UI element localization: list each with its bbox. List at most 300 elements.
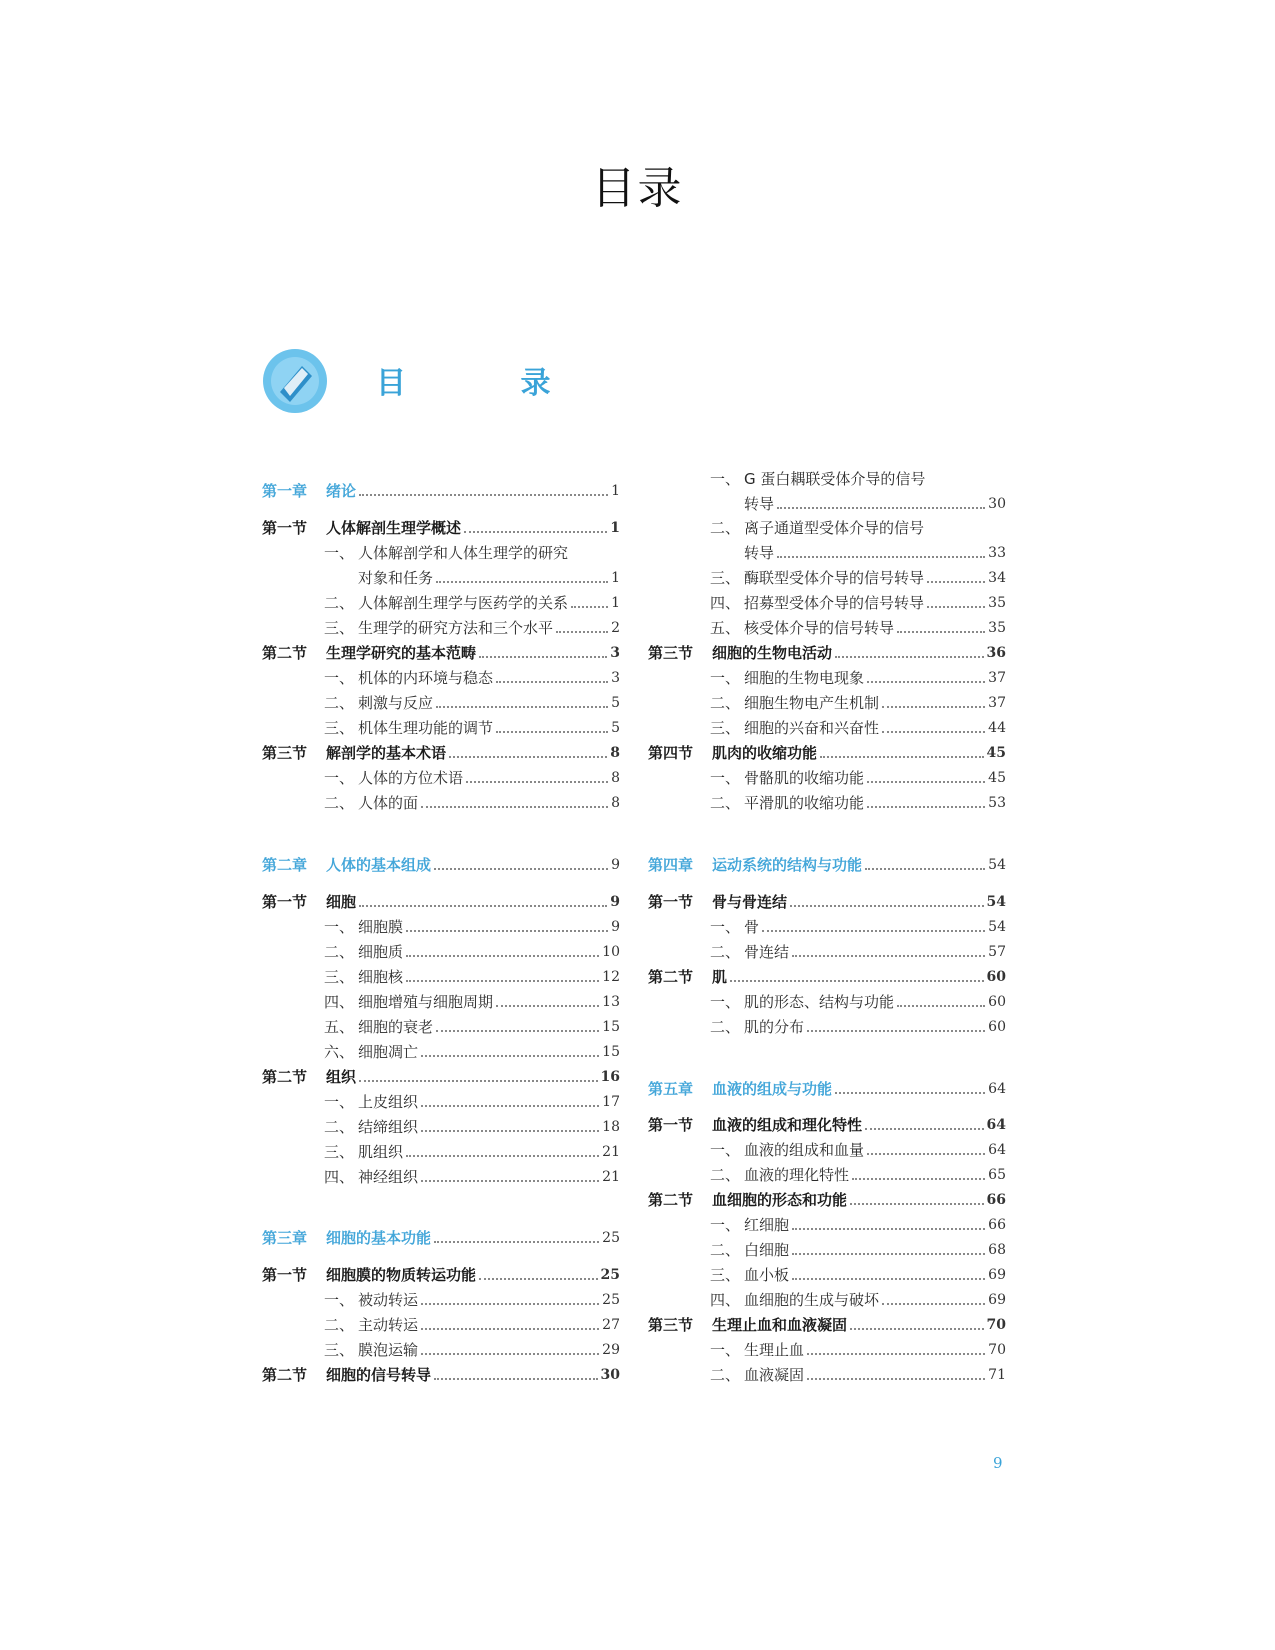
toc-entry-page: 36 [986, 645, 1006, 661]
toc-entry-label: 生理学研究的基本范畴 [326, 644, 477, 662]
toc-entry-number: 一、 [324, 769, 355, 787]
dot-leader [820, 756, 984, 758]
toc-entry-page: 44 [988, 720, 1006, 736]
toc-entry-number: 二、 [710, 1018, 741, 1036]
toc-entry-label: 细胞质 [358, 943, 404, 961]
toc-item-row[interactable] [648, 985, 1006, 1011]
toc-entry-number: 第四章 [648, 856, 694, 874]
toc-entry-number: 第三章 [262, 1229, 308, 1247]
toc-chapter-row[interactable] [262, 474, 620, 500]
toc-entry-page: 54 [988, 919, 1006, 935]
toc-entry-number: 三、 [710, 1266, 741, 1284]
toc-item-row[interactable] [648, 761, 1006, 787]
toc-chapter-row[interactable] [648, 1072, 1006, 1098]
toc-entry-label: 解剖学的基本术语 [326, 744, 447, 762]
toc-entry-label: 被动转运 [358, 1291, 419, 1309]
toc-section-row[interactable] [262, 1358, 620, 1384]
toc-item-row[interactable] [648, 1333, 1006, 1359]
toc-entry-page: 10 [602, 944, 620, 960]
toc-entry-label: 细胞 [326, 893, 357, 911]
toc-entry-page: 71 [988, 1367, 1006, 1383]
toc-entry-number: 一、 [324, 544, 355, 562]
toc-section-row[interactable] [262, 736, 620, 762]
toc-entry-label: 转导 [744, 544, 775, 562]
toc-item-row[interactable] [262, 586, 620, 612]
toc-entry-number: 一、 [710, 1341, 741, 1359]
toc-entry-label: 细胞的生物电现象 [744, 669, 865, 687]
toc-entry-page: 64 [986, 1117, 1006, 1133]
dot-leader [865, 1128, 984, 1130]
toc-item-row[interactable] [262, 1283, 620, 1309]
toc-item-row[interactable] [648, 935, 1006, 961]
toc-entry-page: 35 [988, 595, 1006, 611]
dot-leader [466, 781, 608, 783]
dot-leader [850, 1328, 984, 1330]
toc-entry-label: 血液的组成与功能 [712, 1080, 833, 1098]
toc-entry-page: 70 [988, 1342, 1006, 1358]
dot-leader [421, 1328, 599, 1330]
toc-entry-page: 66 [986, 1192, 1006, 1208]
toc-entry-number: 二、 [324, 594, 355, 612]
toc-entry-page: 25 [602, 1292, 620, 1308]
toc-entry-number: 二、 [324, 694, 355, 712]
dot-leader [421, 1130, 599, 1132]
toc-item-row[interactable] [262, 985, 620, 1011]
toc-entry-label: 人体解剖生理学概述 [326, 519, 462, 537]
toc-entry-label: 核受体介导的信号转导 [744, 619, 895, 637]
toc-entry-page: 25 [600, 1267, 620, 1283]
toc-heading: 目 录 [376, 366, 603, 401]
toc-entry-label: 神经组织 [358, 1168, 419, 1186]
toc-entry-label: 骨骼肌的收缩功能 [744, 769, 865, 787]
dot-leader [421, 806, 608, 808]
page-title: 目录 [591, 163, 684, 214]
dot-leader [556, 631, 608, 633]
toc-entry-number: 第一节 [262, 893, 308, 911]
toc-entry-page: 15 [602, 1019, 620, 1035]
toc-entry-number: 一、 [710, 993, 741, 1011]
dot-leader [359, 494, 608, 496]
toc-entry-label: 细胞凋亡 [358, 1043, 419, 1061]
toc-entry-number: 第一章 [262, 482, 308, 500]
toc-entry-label: 上皮组织 [358, 1093, 419, 1111]
toc-entry-page: 1 [610, 520, 620, 536]
toc-entry-label: 转导 [744, 495, 775, 513]
toc-entry-page: 64 [988, 1081, 1006, 1097]
toc-entry-number: 四、 [324, 993, 355, 1011]
toc-item-row[interactable] [648, 611, 1006, 637]
toc-entry-label: 招募型受体介导的信号转导 [744, 594, 925, 612]
toc-entry-number: 一、 [710, 1141, 741, 1159]
toc-entry-page: 35 [988, 620, 1006, 636]
toc-section-row[interactable] [648, 885, 1006, 911]
toc-entry-label: 人体的基本组成 [326, 856, 432, 874]
toc-entry-page: 37 [988, 695, 1006, 711]
toc-entry-number: 第一节 [262, 1266, 308, 1284]
toc-entry-number: 第三节 [262, 744, 308, 762]
toc-entry-label: 细胞膜 [358, 918, 404, 936]
toc-entry-number: 第四节 [648, 744, 694, 762]
toc-entry-page: 1 [611, 483, 620, 499]
toc-entry-number: 二、 [710, 943, 741, 961]
toc-item-row[interactable] [262, 561, 620, 587]
toc-entry-label: 骨与骨连结 [712, 893, 788, 911]
toc-entry-label: 肌组织 [358, 1143, 404, 1161]
toc-item-row[interactable] [262, 1035, 620, 1061]
toc-entry-label: 细胞的基本功能 [326, 1229, 432, 1247]
dot-leader [927, 581, 985, 583]
toc-entry-label: 骨连结 [744, 943, 790, 961]
toc-entry-label: 结缔组织 [358, 1118, 419, 1136]
toc-entry-page: 34 [988, 570, 1006, 586]
toc-section-row[interactable] [648, 736, 1006, 762]
toc-item-row[interactable] [648, 511, 1006, 537]
toc-entry-page: 5 [611, 695, 620, 711]
toc-item-row[interactable] [262, 910, 620, 936]
toc-entry-label: 细胞生物电产生机制 [744, 694, 880, 712]
toc-item-row[interactable] [262, 661, 620, 687]
toc-entry-number: 一、 [324, 1093, 355, 1111]
dot-leader [421, 1303, 599, 1305]
dot-leader [807, 1030, 985, 1032]
dot-leader [496, 1005, 599, 1007]
toc-entry-label: 生理止血和血液凝固 [712, 1316, 848, 1334]
dot-leader [867, 1153, 985, 1155]
toc-section-row[interactable] [648, 1308, 1006, 1334]
dot-leader [835, 656, 984, 658]
toc-entry-page: 30 [988, 496, 1006, 512]
toc-entry-page: 21 [602, 1169, 620, 1185]
dot-leader [434, 1378, 598, 1380]
toc-item-row[interactable] [262, 935, 620, 961]
dot-leader [882, 1303, 985, 1305]
dot-leader [496, 731, 608, 733]
toc-entry-number: 第二节 [262, 1068, 308, 1086]
toc-entry-page: 1 [611, 595, 620, 611]
toc-entry-label: 血细胞的生成与破坏 [744, 1291, 880, 1309]
toc-entry-page: 9 [610, 894, 620, 910]
toc-entry-number: 第三节 [648, 644, 694, 662]
toc-section-row[interactable] [648, 960, 1006, 986]
toc-entry-page: 18 [602, 1119, 620, 1135]
toc-entry-page: 3 [611, 670, 620, 686]
dot-leader [777, 507, 985, 509]
toc-section-row[interactable] [262, 511, 620, 537]
toc-entry-page: 69 [988, 1267, 1006, 1283]
toc-entry-label: 细胞增殖与细胞周期 [358, 993, 494, 1011]
toc-chapter-row[interactable] [648, 848, 1006, 874]
toc-entry-label: 组织 [326, 1068, 357, 1086]
toc-entry-label: 对象和任务 [358, 569, 434, 587]
toc-item-row[interactable] [262, 1308, 620, 1334]
toc-section-row[interactable] [262, 885, 620, 911]
toc-item-row[interactable] [648, 1133, 1006, 1159]
toc-entry-label: 人体的方位术语 [358, 769, 464, 787]
toc-entry-page: 65 [988, 1167, 1006, 1183]
toc-entry-page: 60 [986, 969, 1006, 985]
toc-item-row[interactable] [648, 910, 1006, 936]
toc-entry-number: 第一节 [648, 893, 694, 911]
dot-leader [406, 1155, 599, 1157]
dot-leader [449, 756, 607, 758]
toc-item-row[interactable] [648, 1010, 1006, 1036]
toc-entry-page: 45 [988, 770, 1006, 786]
toc-entry-label: 机体的内环境与稳态 [358, 669, 494, 687]
dot-leader [852, 1178, 985, 1180]
toc-item-row[interactable] [262, 1110, 620, 1136]
dot-leader [421, 1180, 599, 1182]
toc-item-row[interactable] [648, 586, 1006, 612]
dot-leader [882, 731, 985, 733]
toc-item-row[interactable] [262, 686, 620, 712]
toc-entry-page: 60 [988, 1019, 1006, 1035]
toc-entry-number: 三、 [324, 1341, 355, 1359]
dot-leader [436, 581, 608, 583]
toc-entry-label: 生理学的研究方法和三个水平 [358, 619, 554, 637]
toc-entry-label: 肌的分布 [744, 1018, 805, 1036]
toc-entry-page: 57 [988, 944, 1006, 960]
toc-item-row[interactable] [648, 1258, 1006, 1284]
dot-leader [359, 905, 607, 907]
toc-entry-page: 53 [988, 795, 1006, 811]
toc-entry-label: 细胞的信号转导 [326, 1366, 432, 1384]
toc-item-row[interactable] [262, 536, 620, 562]
toc-chapter-row[interactable] [262, 848, 620, 874]
toc-entry-number: 二、 [710, 694, 741, 712]
toc-item-row[interactable] [648, 561, 1006, 587]
dot-leader [464, 531, 607, 533]
toc-item-row[interactable] [262, 786, 620, 812]
toc-section-row[interactable] [648, 1108, 1006, 1134]
toc-entry-number: 一、 [324, 918, 355, 936]
toc-entry-label: 血液的组成和理化特性 [712, 1116, 863, 1134]
toc-entry-number: 一、 [710, 769, 741, 787]
toc-entry-number: 二、 [710, 1166, 741, 1184]
toc-item-row[interactable] [648, 711, 1006, 737]
toc-entry-page: 33 [988, 545, 1006, 561]
toc-section-row[interactable] [262, 1060, 620, 1086]
toc-entry-label: 血液的组成和血量 [744, 1141, 865, 1159]
toc-entry-page: 27 [602, 1317, 620, 1333]
dot-leader [897, 631, 985, 633]
toc-entry-number: 三、 [324, 1143, 355, 1161]
toc-entry-page: 54 [988, 857, 1006, 873]
toc-section-row[interactable] [262, 636, 620, 662]
toc-entry-number: 四、 [324, 1168, 355, 1186]
dot-leader [882, 706, 985, 708]
toc-entry-label: 刺激与反应 [358, 694, 434, 712]
dot-leader [807, 1353, 985, 1355]
toc-item-row[interactable] [648, 1208, 1006, 1234]
dot-leader [792, 1278, 985, 1280]
toc-entry-page: 37 [988, 670, 1006, 686]
toc-entry-number: 四、 [710, 1291, 741, 1309]
toc-entry-page: 13 [602, 994, 620, 1010]
toc-entry-page: 29 [602, 1342, 620, 1358]
toc-entry-label: 肌肉的收缩功能 [712, 744, 818, 762]
toc-entry-label: 离子通道型受体介导的信号 [744, 519, 925, 537]
toc-entry-page: 69 [988, 1292, 1006, 1308]
page-number: 9 [993, 1454, 1003, 1472]
toc-section-row[interactable] [648, 1183, 1006, 1209]
toc-entry-number: 三、 [324, 719, 355, 737]
toc-entry-number: 第三节 [648, 1316, 694, 1334]
toc-entry-number: 二、 [710, 519, 741, 537]
dot-leader [406, 955, 599, 957]
toc-item-row[interactable] [648, 1158, 1006, 1184]
toc-entry-number: 第二节 [262, 1366, 308, 1384]
dot-leader [792, 955, 985, 957]
toc-entry-page: 66 [988, 1217, 1006, 1233]
toc-entry-page: 3 [610, 645, 620, 661]
toc-item-row[interactable] [648, 487, 1006, 513]
toc-entry-number: 二、 [710, 794, 741, 812]
toc-entry-page: 21 [602, 1144, 620, 1160]
dot-leader [421, 1055, 599, 1057]
dot-leader [792, 1228, 985, 1230]
toc-entry-number: 第二节 [648, 1191, 694, 1209]
toc-entry-number: 第一节 [262, 519, 308, 537]
toc-entry-label: 血液凝固 [744, 1366, 805, 1384]
toc-item-row[interactable] [648, 786, 1006, 812]
toc-section-row[interactable] [262, 1258, 620, 1284]
dot-leader [359, 1080, 598, 1082]
toc-entry-number: 三、 [324, 968, 355, 986]
toc-entry-label: 人体解剖学和人体生理学的研究 [358, 544, 569, 562]
toc-entry-page: 68 [988, 1242, 1006, 1258]
toc-item-row[interactable] [648, 536, 1006, 562]
toc-entry-page: 70 [986, 1317, 1006, 1333]
toc-entry-label: 主动转运 [358, 1316, 419, 1334]
toc-entry-label: 绪论 [326, 482, 357, 500]
toc-item-row[interactable] [648, 686, 1006, 712]
toc-entry-label: 人体的面 [358, 794, 419, 812]
toc-entry-label: 肌 [712, 968, 728, 986]
toc-entry-page: 17 [602, 1094, 620, 1110]
toc-entry-number: 二、 [324, 1316, 355, 1334]
toc-entry-page: 9 [611, 857, 620, 873]
toc-entry-number: 五、 [324, 1018, 355, 1036]
toc-entry-number: 三、 [324, 619, 355, 637]
toc-entry-label: 骨 [744, 918, 760, 936]
toc-entry-label: 细胞的衰老 [358, 1018, 434, 1036]
toc-entry-page: 2 [611, 620, 620, 636]
toc-entry-number: 二、 [710, 1241, 741, 1259]
toc-entry-page: 25 [602, 1230, 620, 1246]
toc-entry-number: 一、 [710, 669, 741, 687]
toc-entry-number: 一、 [324, 1291, 355, 1309]
toc-item-row[interactable] [648, 1233, 1006, 1259]
dot-leader [571, 606, 608, 608]
toc-entry-number: 一、 [710, 470, 741, 488]
dot-leader [867, 781, 985, 783]
toc-entry-page: 54 [986, 894, 1006, 910]
toc-entry-page: 16 [600, 1069, 620, 1085]
toc-entry-number: 二、 [324, 1118, 355, 1136]
toc-entry-number: 二、 [324, 794, 355, 812]
dot-leader [897, 1005, 985, 1007]
dot-leader [807, 1378, 985, 1380]
toc-entry-number: 第二节 [648, 968, 694, 986]
toc-entry-page: 12 [602, 969, 620, 985]
toc-entry-page: 45 [986, 745, 1006, 761]
toc-item-row[interactable] [648, 462, 1006, 488]
toc-entry-label: G 蛋白耦联受体介导的信号 [744, 470, 926, 488]
toc-entry-label: 细胞核 [358, 968, 404, 986]
toc-entry-page: 64 [988, 1142, 1006, 1158]
toc-entry-label: 细胞的兴奋和兴奋性 [744, 719, 880, 737]
toc-section-row[interactable] [648, 636, 1006, 662]
toc-item-row[interactable] [262, 1085, 620, 1111]
toc-entry-number: 一、 [710, 918, 741, 936]
toc-entry-page: 30 [600, 1367, 620, 1383]
toc-header [262, 348, 603, 418]
toc-entry-page: 8 [611, 770, 620, 786]
toc-entry-label: 膜泡运输 [358, 1341, 419, 1359]
toc-entry-number: 一、 [324, 669, 355, 687]
toc-item-row[interactable] [262, 711, 620, 737]
toc-item-row[interactable] [262, 1135, 620, 1161]
toc-entry-number: 三、 [710, 719, 741, 737]
dot-leader [850, 1203, 984, 1205]
toc-item-row[interactable] [648, 661, 1006, 687]
dot-leader [434, 868, 608, 870]
toc-item-row[interactable] [648, 1283, 1006, 1309]
toc-entry-number: 六、 [324, 1043, 355, 1061]
toc-entry-label: 机体生理功能的调节 [358, 719, 494, 737]
toc-item-row[interactable] [262, 1010, 620, 1036]
dot-leader [406, 930, 608, 932]
toc-entry-label: 白细胞 [744, 1241, 790, 1259]
dot-leader [867, 806, 985, 808]
toc-entry-number: 二、 [710, 1366, 741, 1384]
toc-entry-number: 第二章 [262, 856, 308, 874]
toc-entry-number: 第一节 [648, 1116, 694, 1134]
dot-leader [406, 980, 599, 982]
toc-entry-label: 血液的理化特性 [744, 1166, 850, 1184]
dot-leader [436, 706, 608, 708]
dot-leader [479, 1278, 598, 1280]
dot-leader [421, 1105, 599, 1107]
toc-item-row[interactable] [262, 960, 620, 986]
toc-item-row[interactable] [262, 1160, 620, 1186]
toc-chapter-row[interactable] [262, 1221, 620, 1247]
toc-entry-number: 第五章 [648, 1080, 694, 1098]
dot-leader [762, 930, 985, 932]
dot-leader [479, 656, 607, 658]
toc-entry-number: 五、 [710, 619, 741, 637]
toc-entry-label: 血小板 [744, 1266, 790, 1284]
toc-entry-page: 15 [602, 1044, 620, 1060]
toc-entry-number: 二、 [324, 943, 355, 961]
toc-entry-label: 肌的形态、结构与功能 [744, 993, 895, 1011]
toc-item-row[interactable] [262, 611, 620, 637]
toc-entry-label: 酶联型受体介导的信号转导 [744, 569, 925, 587]
dot-leader [835, 1092, 985, 1094]
toc-item-row[interactable] [262, 1333, 620, 1359]
toc-item-row[interactable] [262, 761, 620, 787]
dot-leader [777, 556, 985, 558]
toc-entry-number: 一、 [710, 1216, 741, 1234]
toc-entry-page: 1 [611, 570, 620, 586]
toc-entry-label: 细胞膜的物质转运功能 [326, 1266, 477, 1284]
dot-leader [421, 1353, 599, 1355]
book-logo-icon [262, 348, 328, 414]
toc-item-row[interactable] [648, 1358, 1006, 1384]
dot-leader [436, 1030, 599, 1032]
toc-entry-page: 60 [988, 994, 1006, 1010]
dot-leader [434, 1241, 599, 1243]
